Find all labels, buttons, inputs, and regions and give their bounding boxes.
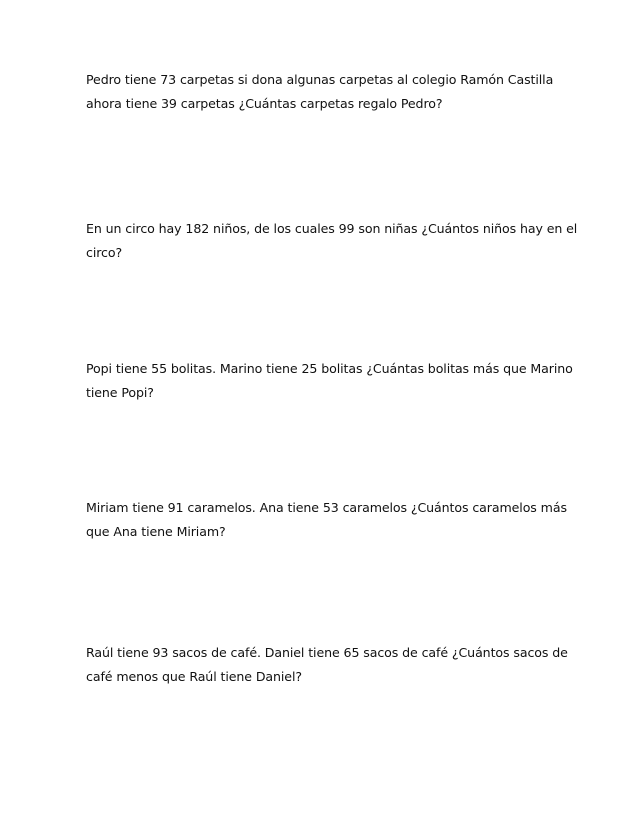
problem-5 <box>86 641 568 689</box>
problem-3 <box>86 357 573 405</box>
problem-3-line-2: tiene Popi? <box>86 385 154 400</box>
problem-4-line-1: Miriam tiene 91 caramelos. Ana tiene 53 caramelos ¿Cuántos caramelos más <box>86 500 567 515</box>
problem-2-line-1: En un circo hay 182 niños, de los cuales 99 son niñas ¿Cuántos niños hay en el <box>86 221 578 236</box>
problem-5-line-2: café menos que Raúl tiene Daniel? <box>86 669 302 684</box>
problem-1 <box>86 68 556 116</box>
problem-3-line-1: Popi tiene 55 bolitas. Marino tiene 25 bolitas ¿Cuántas bolitas más que Marino <box>86 361 573 376</box>
problem-4 <box>86 496 567 544</box>
problem-1-line-2: ahora tiene 39 carpetas ¿Cuántas carpetas regalo Pedro? <box>86 96 443 111</box>
problem-2-line-2: circo? <box>86 245 123 260</box>
problem-4-line-2: que Ana tiene Miriam? <box>86 524 226 539</box>
problem-5-line-1: Raúl tiene 93 sacos de café. Daniel tiene 65 sacos de café ¿Cuántos sacos de <box>86 645 568 660</box>
problem-2 <box>86 217 578 265</box>
problem-1-line-1: Pedro tiene 73 carpetas si dona algunas carpetas al colegio Ramón Castilla <box>86 72 554 87</box>
